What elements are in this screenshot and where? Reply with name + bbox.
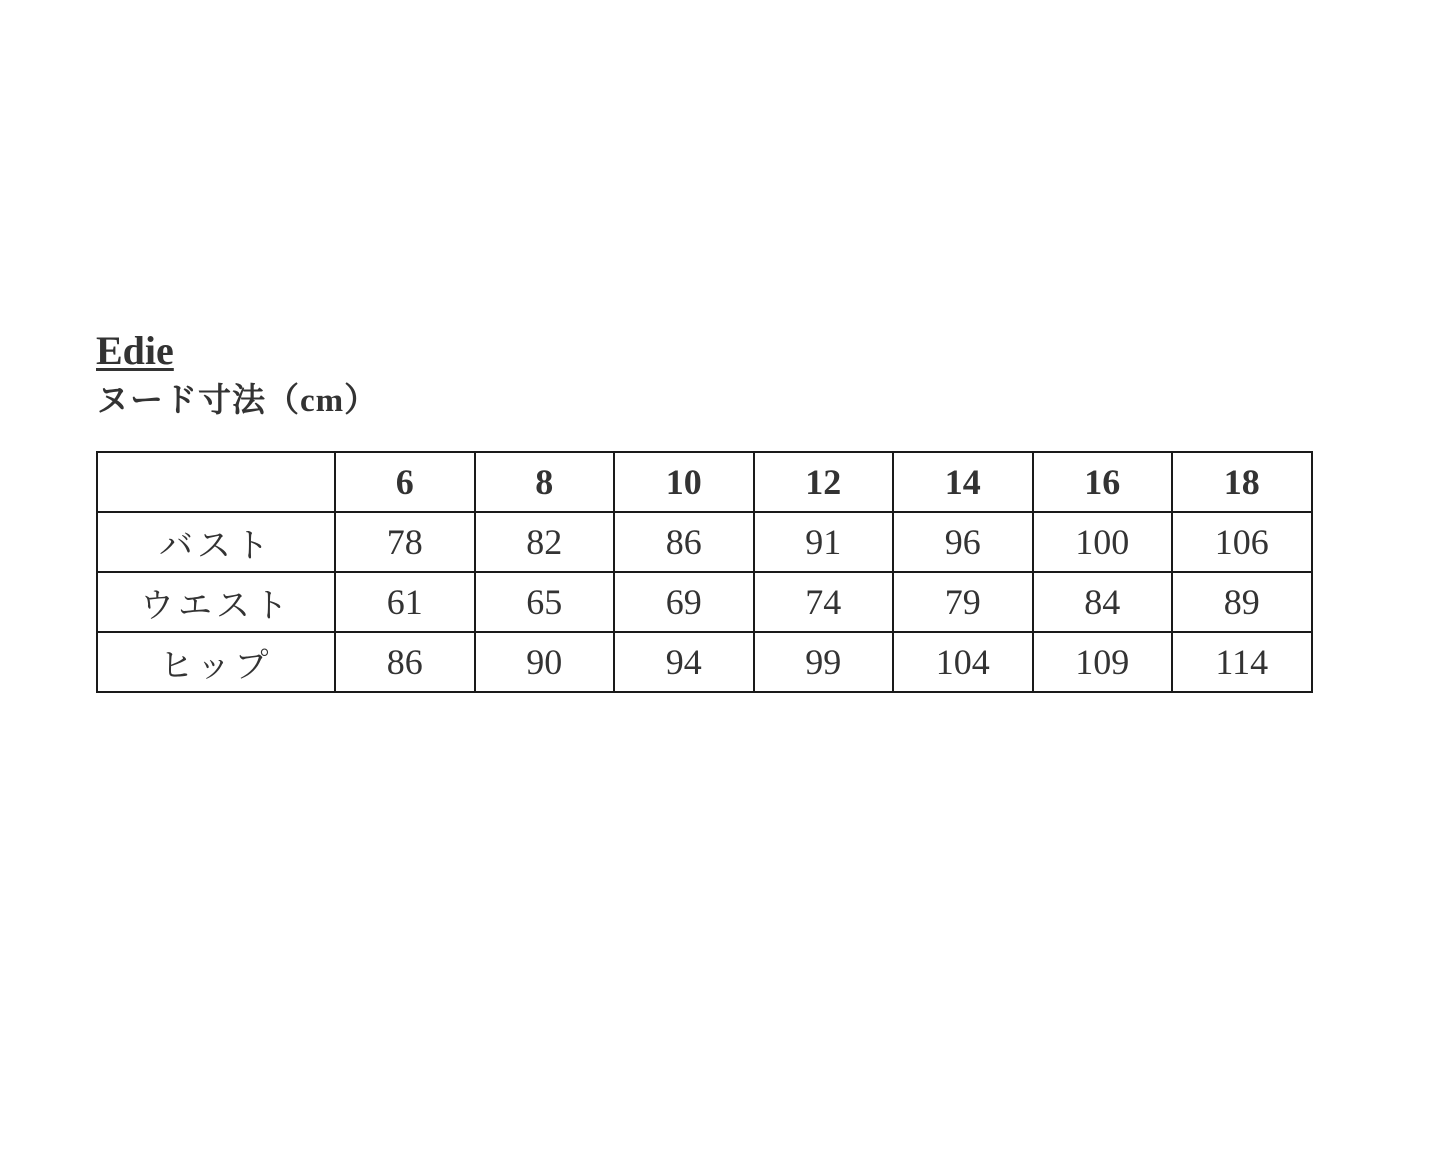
size-header-cell: 14 (893, 452, 1033, 512)
size-header-cell: 16 (1033, 452, 1173, 512)
size-header-cell: 18 (1172, 452, 1312, 512)
table-cell: 69 (614, 572, 754, 632)
table-cell: 109 (1033, 632, 1173, 692)
table-cell: 106 (1172, 512, 1312, 572)
row-label-cell: バスト (97, 512, 335, 572)
table-cell: 96 (893, 512, 1033, 572)
row-label-cell: ヒップ (97, 632, 335, 692)
table-cell: 65 (475, 572, 615, 632)
table-cell: 114 (1172, 632, 1312, 692)
header-corner-cell (97, 452, 335, 512)
size-header-cell: 12 (754, 452, 894, 512)
table-cell: 78 (335, 512, 475, 572)
table-cell: 86 (335, 632, 475, 692)
table-cell: 89 (1172, 572, 1312, 632)
size-header-cell: 8 (475, 452, 615, 512)
size-header-cell: 10 (614, 452, 754, 512)
table-cell: 86 (614, 512, 754, 572)
table-cell: 84 (1033, 572, 1173, 632)
document-title: Edie (96, 328, 174, 373)
table-cell: 74 (754, 572, 894, 632)
table-cell: 91 (754, 512, 894, 572)
size-chart-table (96, 451, 1313, 693)
table-cell: 82 (475, 512, 615, 572)
size-header-cell: 6 (335, 452, 475, 512)
table-row-bust (97, 512, 1312, 572)
table-header-row (97, 452, 1312, 512)
table-cell: 100 (1033, 512, 1173, 572)
table-row-waist (97, 572, 1312, 632)
table-cell: 99 (754, 632, 894, 692)
table-cell: 79 (893, 572, 1033, 632)
row-label-cell: ウエスト (97, 572, 335, 632)
document-subtitle: ヌード寸法（cm） (96, 383, 379, 419)
table-row-hip (97, 632, 1312, 692)
table-cell: 94 (614, 632, 754, 692)
table-cell: 104 (893, 632, 1033, 692)
table-cell: 90 (475, 632, 615, 692)
table-cell: 61 (335, 572, 475, 632)
